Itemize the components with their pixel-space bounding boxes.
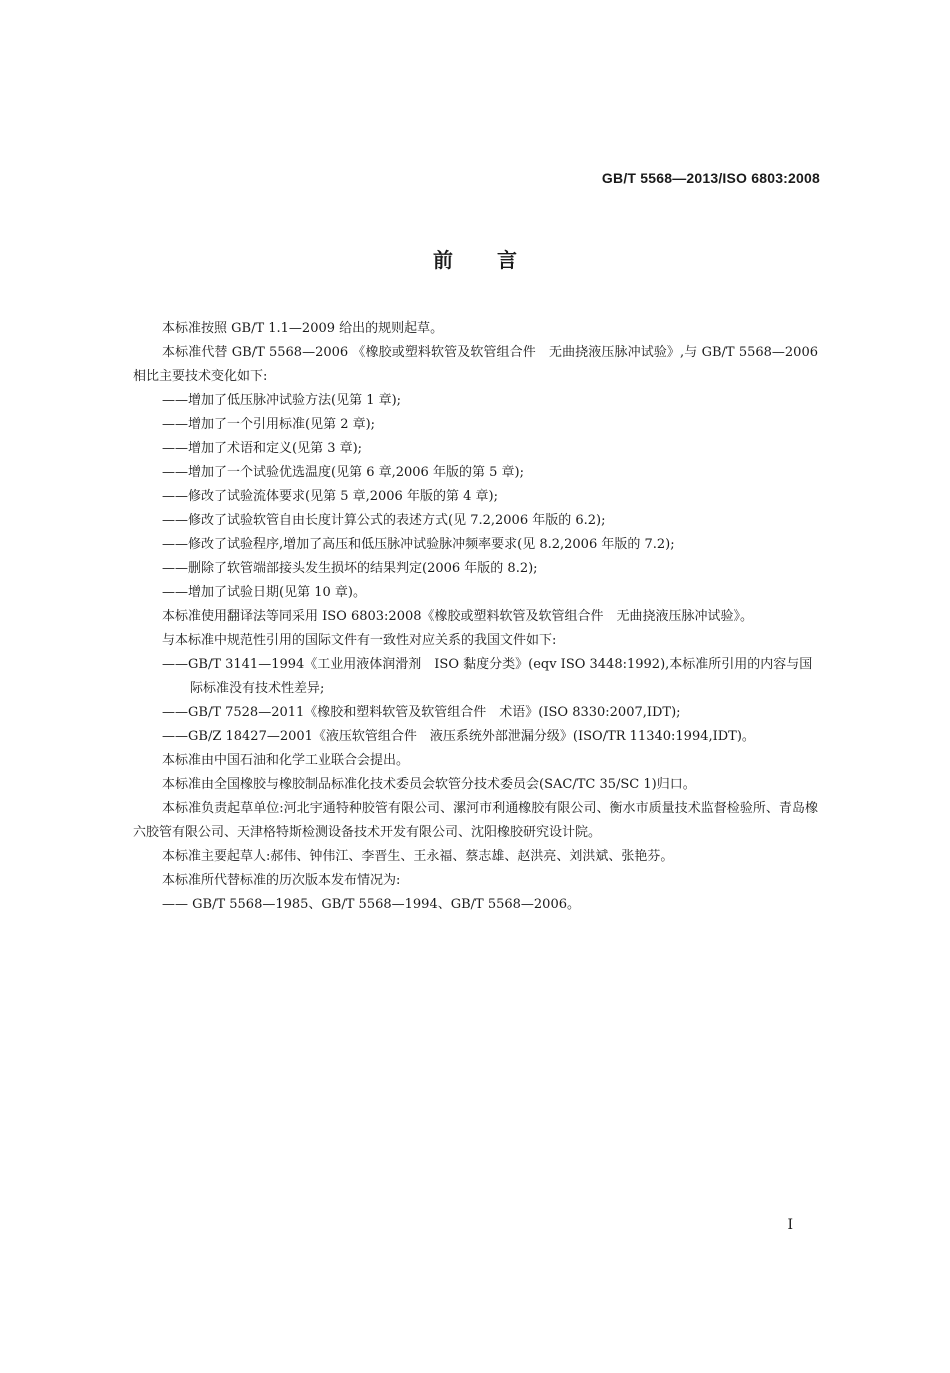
foreword-body — [133, 317, 818, 917]
history-item: —— GB/T 5568—1985、GB/T 5568—1994、GB/T 5568—2006。 — [162, 897, 580, 912]
reference-item: ——GB/T 7528—2011《橡胶和塑料软管及软管组合件 术语》(ISO 8330:2007,IDT); — [162, 705, 681, 720]
change-item: ——增加了试验日期(见第 10 章)。 — [162, 585, 366, 600]
change-item: ——增加了术语和定义(见第 3 章); — [162, 441, 363, 456]
change-item: ——删除了软管端部接头发生损坏的结果判定(2006 年版的 8.2); — [162, 561, 538, 576]
change-item: ——修改了试验软管自由长度计算公式的表述方式(见 7.2,2006 年版的 6.2); — [162, 513, 606, 528]
paragraph-drafters: 本标准主要起草人:郝伟、钟伟江、李晋生、王永福、蔡志雄、赵洪亮、刘洪斌、张艳芬。 — [162, 849, 674, 864]
standard-code: GB/T 5568—2013/ISO 6803:2008 — [601, 170, 820, 186]
paragraph-adoption: 本标准使用翻译法等同采用 ISO 6803:2008《橡胶或塑料软管及软管组合件 无曲挠液压脉冲试验》。 — [162, 609, 754, 624]
reference-item: ——GB/Z 18427—2001《液压软管组合件 液压系统外部泄漏分级》(ISO/TR 11340:1994,IDT)。 — [162, 729, 755, 744]
paragraph-drafting-units: 本标准负责起草单位:河北宇通特种胶管有限公司、漯河市利通橡胶有限公司、衡水市质量技术监督检验所、青岛橡六胶管有限公司、天津格特斯检测设备技术开发有限公司、沈阳橡胶研究设计院。 — [133, 801, 818, 840]
change-item: ——增加了一个引用标准(见第 2 章); — [162, 417, 376, 432]
paragraph-history-intro: 本标准所代替标准的历次版本发布情况为: — [162, 873, 401, 888]
page-number: I — [787, 1217, 793, 1233]
paragraph-proposer: 本标准由中国石油和化学工业联合会提出。 — [162, 753, 410, 768]
paragraph-references-intro: 与本标准中规范性引用的国际文件有一致性对应关系的我国文件如下: — [162, 633, 557, 648]
change-item: ——增加了低压脉冲试验方法(见第 1 章); — [162, 393, 402, 408]
paragraph-drafting-rules: 本标准按照 GB/T 1.1—2009 给出的规则起草。 — [162, 321, 444, 336]
page-title: 前言 — [433, 248, 561, 272]
paragraph-replacement: 本标准代替 GB/T 5568—2006 《橡胶或塑料软管及软管组合件 无曲挠液压脉冲试验》,与 GB/T 5568—2006 相比主要技术变化如下: — [133, 345, 818, 384]
reference-item: ——GB/T 3141—1994《工业用液体润滑剂 ISO 黏度分类》(eqv ISO 3448:1992),本标准所引用的内容与国际标准没有技术性差异; — [162, 657, 813, 696]
change-item: ——修改了试验程序,增加了高压和低压脉冲试验脉冲频率要求(见 8.2,2006 年版的 7.2); — [162, 537, 675, 552]
change-item: ——修改了试验流体要求(见第 5 章,2006 年版的第 4 章); — [162, 489, 498, 504]
change-item: ——增加了一个试验优选温度(见第 6 章,2006 年版的第 5 章); — [162, 465, 524, 480]
paragraph-committee: 本标准由全国橡胶与橡胶制品标准化技术委员会软管分技术委员会(SAC/TC 35/SC 1)归口。 — [162, 777, 696, 792]
